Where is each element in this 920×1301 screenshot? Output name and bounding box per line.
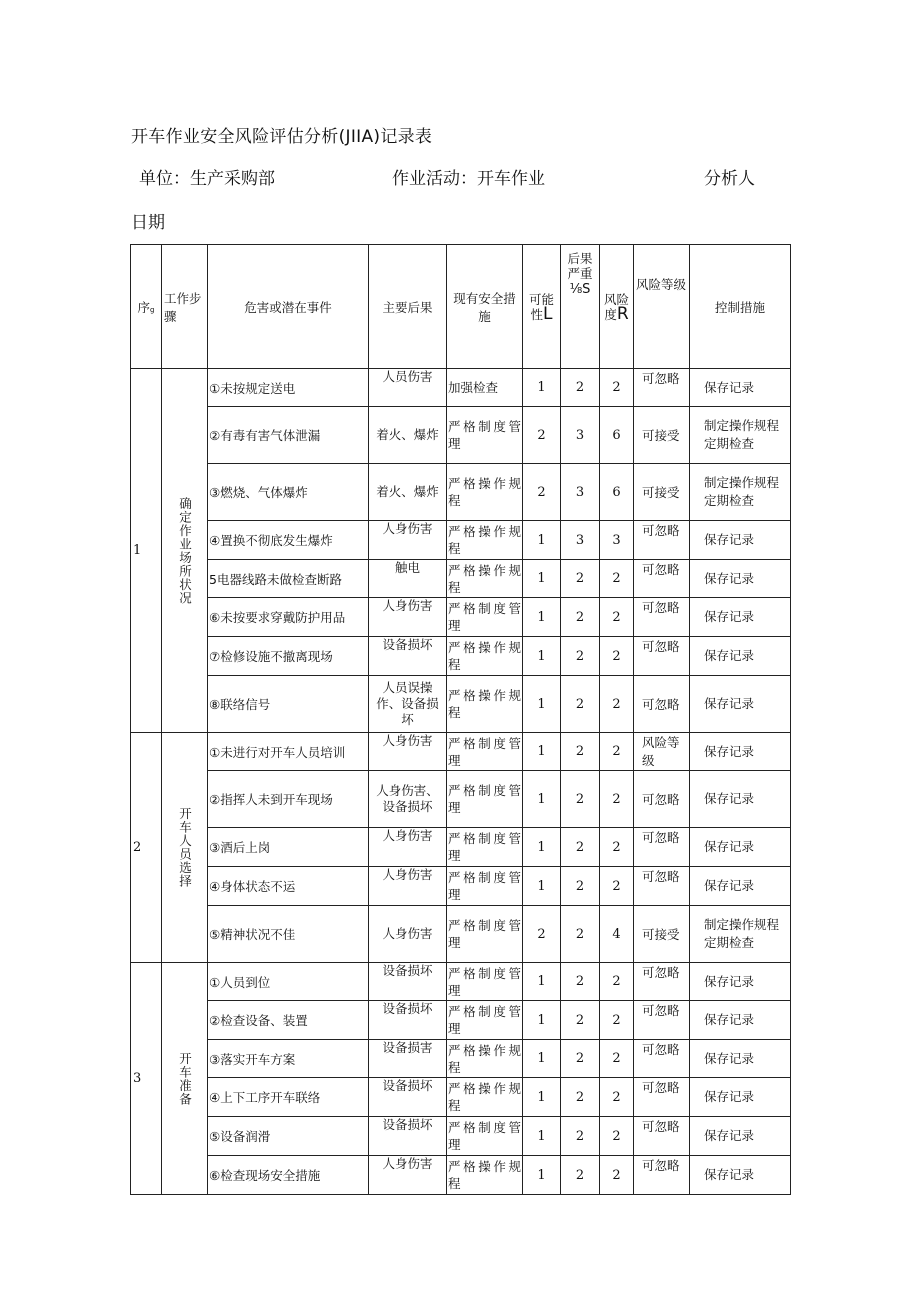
severity-cell: 2 (561, 1078, 600, 1117)
level-cell: 可忽略 (634, 963, 690, 1001)
analyst-field: 分析人 (704, 169, 755, 189)
control-cell: 制定操作规程定期检查 (690, 464, 791, 521)
table-row (131, 560, 791, 598)
severity-cell: 2 (561, 1156, 600, 1195)
hazard-cell: ④身体状态不运 (208, 867, 369, 906)
group-step (162, 733, 208, 963)
risk-cell: 2 (600, 1078, 634, 1117)
document-title: 开车作业安全风险评估分析(JIIA)记录表 (131, 127, 433, 147)
risk-cell: 2 (600, 771, 634, 828)
risk-cell: 2 (600, 598, 634, 637)
risk-cell: 6 (600, 464, 634, 521)
control-cell: 保存记录 (690, 733, 791, 771)
hazard-cell: ⑥检查现场安全措施 (208, 1156, 369, 1195)
consequence-cell: 着火、爆炸 (369, 464, 447, 521)
measures-cell: 严格制度管理 (447, 867, 523, 906)
hazard-cell: ②检查设备、装置 (208, 1001, 369, 1040)
level-cell: 可忽略 (634, 867, 690, 906)
risk-cell: 2 (600, 1117, 634, 1156)
risk-cell: 2 (600, 369, 634, 407)
hazard-cell: ②指挥人未到开车现场 (208, 771, 369, 828)
risk-cell: 6 (600, 407, 634, 464)
risk-cell: 2 (600, 867, 634, 906)
level-cell: 可忽略 (634, 771, 690, 828)
consequence-cell: 设备损害 (369, 1040, 447, 1078)
measures-cell: 严格制度管理 (447, 828, 523, 867)
level-cell: 可忽略 (634, 1078, 690, 1117)
measures-cell: 严格操作规程 (447, 464, 523, 521)
likelihood-cell: 1 (523, 1156, 561, 1195)
consequence-cell: 人身伤害 (369, 598, 447, 637)
consequence-cell: 设备损坏 (369, 1078, 447, 1117)
table-row (131, 1078, 791, 1117)
likelihood-cell: 1 (523, 1001, 561, 1040)
control-cell: 保存记录 (690, 828, 791, 867)
risk-cell: 3 (600, 521, 634, 560)
activity-field: 作业活动：开车作业 (392, 169, 545, 189)
level-cell: 可忽略 (634, 828, 690, 867)
severity-cell: 3 (561, 407, 600, 464)
likelihood-cell: 1 (523, 560, 561, 598)
control-cell: 制定操作规程定期检查 (690, 906, 791, 963)
header-step: 工作步骤 (162, 245, 208, 369)
measures-cell: 严格制度管理 (447, 963, 523, 1001)
level-cell: 可接受 (634, 906, 690, 963)
measures-cell: 严格操作规程 (447, 560, 523, 598)
consequence-cell: 人身伤害 (369, 733, 447, 771)
header-seq: 序g (131, 245, 162, 369)
hazard-cell: 5电器线路未做检查断路 (208, 560, 369, 598)
consequence-cell: 人员伤害 (369, 369, 447, 407)
risk-cell: 2 (600, 676, 634, 733)
group-step (162, 369, 208, 733)
table-row (131, 407, 791, 464)
table-row (131, 676, 791, 733)
risk-cell: 2 (600, 733, 634, 771)
control-cell: 保存记录 (690, 676, 791, 733)
hazard-cell: ①未进行对开车人员培训 (208, 733, 369, 771)
hazard-cell: ⑤精神状况不佳 (208, 906, 369, 963)
measures-cell: 严格制度管理 (447, 1117, 523, 1156)
severity-cell: 2 (561, 560, 600, 598)
measures-cell: 加强检查 (447, 369, 523, 407)
measures-cell: 严格制度管理 (447, 407, 523, 464)
table-row (131, 867, 791, 906)
control-cell: 制定操作规程定期检查 (690, 407, 791, 464)
risk-cell: 2 (600, 1040, 634, 1078)
header-level: 风险等级 (634, 245, 690, 369)
measures-cell: 严格操作规程 (447, 1156, 523, 1195)
severity-cell: 2 (561, 676, 600, 733)
control-cell: 保存记录 (690, 598, 791, 637)
likelihood-cell: 1 (523, 828, 561, 867)
risk-cell: 4 (600, 906, 634, 963)
consequence-cell: 人身伤害 (369, 906, 447, 963)
consequence-cell: 人身伤害 (369, 1156, 447, 1195)
header-likelihood: 可能性L (523, 245, 561, 369)
measures-cell: 严格制度管理 (447, 771, 523, 828)
hazard-cell: ④上下工序开车联络 (208, 1078, 369, 1117)
severity-cell: 2 (561, 369, 600, 407)
group-seq: 3 (131, 963, 162, 1195)
level-cell: 可忽略 (634, 1156, 690, 1195)
control-cell: 保存记录 (690, 963, 791, 1001)
likelihood-cell: 1 (523, 1040, 561, 1078)
level-cell: 可忽略 (634, 369, 690, 407)
table-row (131, 1001, 791, 1040)
severity-cell: 3 (561, 464, 600, 521)
level-cell: 可忽略 (634, 1001, 690, 1040)
control-cell: 保存记录 (690, 521, 791, 560)
consequence-cell: 人身伤害 (369, 828, 447, 867)
likelihood-cell: 1 (523, 963, 561, 1001)
table-row (131, 598, 791, 637)
likelihood-cell: 1 (523, 598, 561, 637)
header-control: 控制措施 (690, 245, 791, 369)
table-row (131, 637, 791, 676)
hazard-cell: ③落实开车方案 (208, 1040, 369, 1078)
consequence-cell: 人身伤害 (369, 521, 447, 560)
severity-cell: 2 (561, 1040, 600, 1078)
header-consequence: 主要后果 (369, 245, 447, 369)
control-cell: 保存记录 (690, 560, 791, 598)
consequence-cell: 设备损坏 (369, 1001, 447, 1040)
measures-cell: 严格制度管理 (447, 1001, 523, 1040)
hazard-cell: ⑦检修设施不撤离现场 (208, 637, 369, 676)
level-cell: 风险等级 (634, 733, 690, 771)
severity-cell: 2 (561, 733, 600, 771)
hazard-cell: ③燃烧、气体爆炸 (208, 464, 369, 521)
consequence-cell: 人身伤害、设备损坏 (369, 771, 447, 828)
level-cell: 可忽略 (634, 598, 690, 637)
likelihood-cell: 1 (523, 521, 561, 560)
likelihood-cell: 1 (523, 637, 561, 676)
severity-cell: 2 (561, 963, 600, 1001)
table-row (131, 464, 791, 521)
consequence-cell: 触电 (369, 560, 447, 598)
likelihood-cell: 2 (523, 464, 561, 521)
risk-cell: 2 (600, 1001, 634, 1040)
level-cell: 可忽略 (634, 560, 690, 598)
severity-cell: 2 (561, 1117, 600, 1156)
measures-cell: 严格操作规程 (447, 676, 523, 733)
likelihood-cell: 1 (523, 771, 561, 828)
severity-cell: 2 (561, 598, 600, 637)
measures-cell: 严格制度管理 (447, 733, 523, 771)
level-cell: 可忽略 (634, 1117, 690, 1156)
unit-field: 单位：生产采购部 (139, 169, 275, 189)
severity-cell: 2 (561, 771, 600, 828)
hazard-cell: ②有毒有害气体泄漏 (208, 407, 369, 464)
control-cell: 保存记录 (690, 1040, 791, 1078)
table-row (131, 733, 791, 771)
control-cell: 保存记录 (690, 369, 791, 407)
table-row (131, 771, 791, 828)
group-step-label: 开车准备 (177, 1051, 193, 1106)
level-cell: 可忽略 (634, 676, 690, 733)
control-cell: 保存记录 (690, 1117, 791, 1156)
consequence-cell: 着火、爆炸 (369, 407, 447, 464)
severity-cell: 3 (561, 521, 600, 560)
table-row (131, 1156, 791, 1195)
likelihood-cell: 1 (523, 1117, 561, 1156)
measures-cell: 严格制度管理 (447, 598, 523, 637)
risk-cell: 2 (600, 963, 634, 1001)
control-cell: 保存记录 (690, 1078, 791, 1117)
date-field: 日期 (131, 213, 165, 233)
likelihood-cell: 1 (523, 867, 561, 906)
risk-cell: 2 (600, 637, 634, 676)
control-cell: 保存记录 (690, 867, 791, 906)
severity-cell: 2 (561, 867, 600, 906)
table-row (131, 1117, 791, 1156)
severity-cell: 2 (561, 828, 600, 867)
table-body (131, 369, 791, 1195)
table-header-row (131, 245, 791, 369)
likelihood-cell: 2 (523, 906, 561, 963)
hazard-cell: ①人员到位 (208, 963, 369, 1001)
risk-cell: 2 (600, 828, 634, 867)
control-cell: 保存记录 (690, 771, 791, 828)
table-row (131, 369, 791, 407)
header-severity: 后果严重⅛S (561, 245, 600, 369)
table-row (131, 963, 791, 1001)
consequence-cell: 设备损坏 (369, 637, 447, 676)
group-seq: 2 (131, 733, 162, 963)
likelihood-cell: 1 (523, 1078, 561, 1117)
consequence-cell: 人身伤害 (369, 867, 447, 906)
consequence-cell: 人员误操作、设备损坏 (369, 676, 447, 733)
likelihood-cell: 1 (523, 733, 561, 771)
likelihood-cell: 1 (523, 676, 561, 733)
hazard-cell: ⑧联络信号 (208, 676, 369, 733)
measures-cell: 严格操作规程 (447, 637, 523, 676)
table-row (131, 1040, 791, 1078)
header-risk: 风险度R (600, 245, 634, 369)
level-cell: 可接受 (634, 407, 690, 464)
hazard-cell: ④置换不彻底发生爆炸 (208, 521, 369, 560)
group-step-label: 确定作业场所状况 (177, 496, 193, 605)
level-cell: 可忽略 (634, 1040, 690, 1078)
control-cell: 保存记录 (690, 637, 791, 676)
severity-cell: 2 (561, 906, 600, 963)
level-cell: 可忽略 (634, 521, 690, 560)
likelihood-cell: 2 (523, 407, 561, 464)
risk-cell: 2 (600, 1156, 634, 1195)
hazard-cell: ⑤设备润滑 (208, 1117, 369, 1156)
control-cell: 保存记录 (690, 1001, 791, 1040)
severity-cell: 2 (561, 637, 600, 676)
measures-cell: 严格操作规程 (447, 1078, 523, 1117)
measures-cell: 严格制度管理 (447, 906, 523, 963)
header-measures: 现有安全措施 (447, 245, 523, 369)
risk-assessment-table (130, 244, 791, 1195)
consequence-cell: 设备损坏 (369, 1117, 447, 1156)
measures-cell: 严格操作规程 (447, 1040, 523, 1078)
hazard-cell: ①未按规定送电 (208, 369, 369, 407)
control-cell: 保存记录 (690, 1156, 791, 1195)
header-hazard: 危害或潜在事件 (208, 245, 369, 369)
measures-cell: 严格操作规程 (447, 521, 523, 560)
consequence-cell: 设备损坏 (369, 963, 447, 1001)
hazard-cell: ③酒后上岗 (208, 828, 369, 867)
level-cell: 可接受 (634, 464, 690, 521)
likelihood-cell: 1 (523, 369, 561, 407)
level-cell: 可忽略 (634, 637, 690, 676)
risk-cell: 2 (600, 560, 634, 598)
table-row (131, 906, 791, 963)
group-step (162, 963, 208, 1195)
group-step-label: 开车人员选择 (177, 807, 193, 888)
group-seq: 1 (131, 369, 162, 733)
hazard-cell: ⑥未按要求穿戴防护用品 (208, 598, 369, 637)
table-row (131, 828, 791, 867)
severity-cell: 2 (561, 1001, 600, 1040)
table-row (131, 521, 791, 560)
